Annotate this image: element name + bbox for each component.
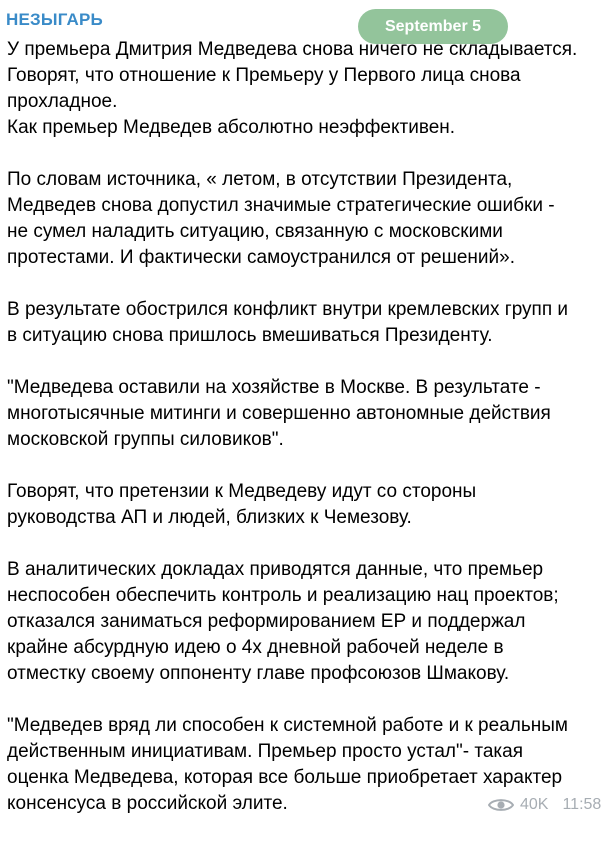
text-line: неспособен обеспечить контроль и реализацию нац проектов; <box>7 585 559 606</box>
text-line: По словам источника, « летом, в отсутствии Президента, <box>7 169 513 190</box>
text-line: московской группы силовиков". <box>7 429 284 450</box>
message-paragraph <box>7 167 611 271</box>
text-line: крайне абсурдную идею о 4х дневной рабочей неделе в <box>7 637 504 658</box>
message-meta <box>488 796 601 814</box>
message-paragraph <box>7 37 611 141</box>
text-line: консенсуса в российской элите. <box>7 793 288 814</box>
text-line: В аналитических докладах приводятся данные, что премьер <box>7 559 544 580</box>
text-line: протестами. И фактически самоустранился от решений». <box>7 247 515 268</box>
message-paragraph <box>7 479 611 531</box>
text-line: отказался заниматься реформированием ЕР и поддержал <box>7 611 526 632</box>
text-line: многотысячные митинги и совершенно автономные действия <box>7 403 551 424</box>
text-line: не сумел наладить ситуацию, связанную с московскими <box>7 221 503 242</box>
text-line: Медведев снова допустил значимые стратегические ошибки - <box>7 195 555 216</box>
message-paragraph <box>7 375 611 453</box>
text-line: действенным инициативам. Премьер просто устал"- такая <box>7 741 523 762</box>
text-line: "Медведев вряд ли способен к системной работе и к реальным <box>7 715 568 736</box>
message-paragraph <box>7 557 611 687</box>
eye-icon <box>488 797 514 813</box>
text-line: руководства АП и людей, близких к Чемезову. <box>7 507 412 528</box>
message-paragraph <box>7 297 611 349</box>
text-line: Говорят, что претензии к Медведеву идут со стороны <box>7 481 477 502</box>
text-line: "Медведева оставили на хозяйстве в Москве. В результате - <box>7 377 541 398</box>
text-line: Говорят, что отношение к Премьеру у Первого лица снова <box>7 65 521 86</box>
message-text <box>7 37 611 843</box>
message-time: 11:58 <box>562 796 602 813</box>
date-label: September 5 <box>384 17 482 35</box>
text-line: В результате обострился конфликт внутри кремлевских групп и <box>7 299 569 320</box>
text-line: У премьера Дмитрия Медведева снова ничего не складывается. <box>7 39 578 60</box>
text-line: оценка Медведева, которая все больше приобретает характер <box>7 767 563 788</box>
text-line: в ситуацию снова пришлось вмешиваться Президенту. <box>7 325 493 346</box>
view-count: 40K <box>520 796 549 813</box>
text-line: отместку своему оппоненту главе профсоюзов Шмакову. <box>7 663 510 684</box>
channel-name[interactable]: НЕЗЫГАРЬ <box>6 10 103 29</box>
text-line: Как премьер Медведев абсолютно неэффективен. <box>7 117 456 138</box>
text-line: прохладное. <box>7 91 118 112</box>
